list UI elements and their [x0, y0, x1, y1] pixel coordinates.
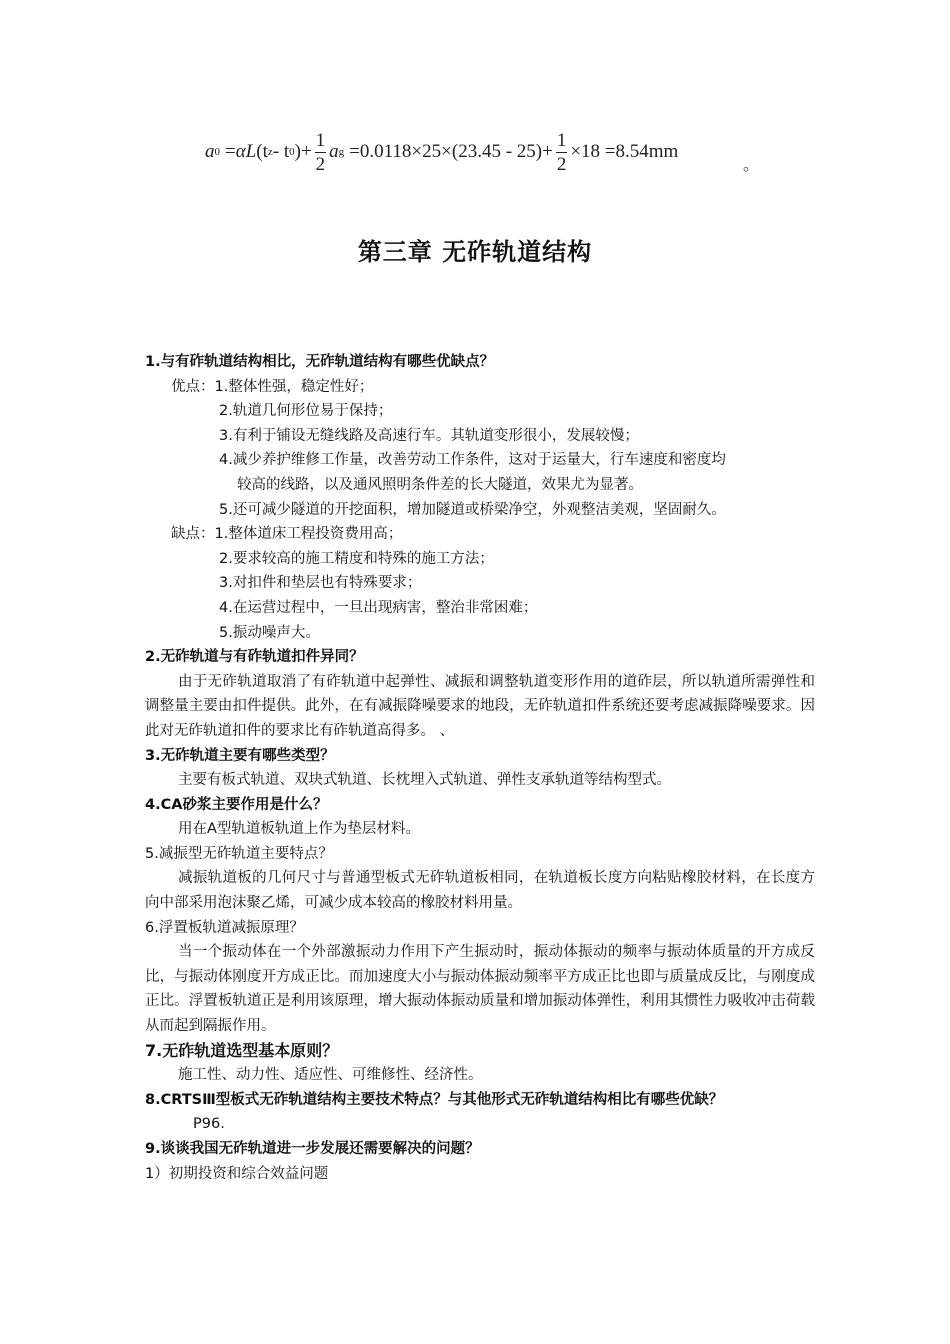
- answer-7: 施工性、动力性、适应性、可维修性、经济性。: [178, 1067, 483, 1084]
- fraction-numerator: 1: [556, 129, 567, 151]
- pros-item-continuation: 较高的线路，以及通风照明条件差的长大隧道，效果尤为显著。: [237, 476, 643, 493]
- answer-8: P96.: [193, 1116, 225, 1133]
- formula-close-plus: )+: [294, 141, 312, 162]
- cons-item: 5.振动噪声大。: [219, 624, 320, 641]
- cons-item: 2.要求较高的施工精度和特殊的施工方法；: [219, 550, 494, 567]
- cons-item: 1.整体道床工程投资费用高；: [214, 526, 403, 543]
- answer-5: 减振轨道板的几何尺寸与普通型板式无砟轨道板相同，在轨道板长度方向粘贴橡胶材料，在长度方向中部采用泡沫聚乙烯，可减少成本较高的橡胶材料用量。: [145, 870, 815, 912]
- question-7: 7.无砟轨道选型基本原则？: [145, 1040, 339, 1060]
- question-8: 8.CRTSⅢ型板式无砟轨道结构主要技术特点？与其他形式无砟轨道结构相比有哪些优缺？: [145, 1091, 724, 1108]
- chapter-content: [145, 350, 815, 1186]
- formula-t-open: (t: [256, 141, 268, 162]
- formula-fraction-1: [315, 131, 327, 174]
- cons-label: 缺点：: [171, 526, 215, 543]
- answer-2: 由于无砟轨道取消了有砟轨道中起弹性、减振和调整轨道变形作用的道砟层，所以轨道所需弹性和调整量主要由扣件提供。此外，在有减振降噪要求的地段，无砟轨道扣件系统还要考虑减振降噪要求。因此对无砟轨道扣件的要求比有砟轨道高得多。 、: [145, 673, 815, 739]
- formula-lhs: a: [205, 141, 215, 162]
- question-9: 9.谈谈我国无砟轨道进一步发展还需要解决的问题？: [145, 1141, 480, 1157]
- cons-item: 3.对扣件和垫层也有特殊要求；: [219, 575, 422, 592]
- fraction-numerator: 1: [315, 129, 326, 151]
- formula-rhs-end: ×18 =8.54mm: [570, 141, 679, 162]
- pros-item: 3.有利于铺设无缝线路及高速行车。其轨道变形很小，发展较慢；: [219, 427, 639, 444]
- formula-fraction-2: [556, 131, 568, 174]
- formula-ag-sub: g: [338, 146, 345, 158]
- pros-item: 5.还可减少隧道的开挖面积，增加隧道或桥梁净空，外观整洁美观，坚固耐久。: [219, 501, 726, 518]
- pros-item: 4.减少养护维修工作量，改善劳动工作条件，这对于运量大，行车速度和密度均: [219, 452, 726, 469]
- formula-minus-t: - t: [272, 141, 290, 162]
- question-2: 2.无砟轨道与有砟轨道扣件异同？: [145, 649, 364, 666]
- question-6: 6.浮置板轨道减振原理？: [145, 919, 304, 936]
- question-4: 4.CA砂浆主要作用是什么？: [145, 796, 328, 813]
- question-3: 3.无砟轨道主要有哪些类型？: [145, 747, 335, 764]
- formula-equals: =: [225, 141, 236, 162]
- formula-tz-sub: z: [267, 146, 273, 158]
- formula-alpha-l: αL: [235, 141, 257, 162]
- cons-item: 4.在运营过程中，一旦出现病害，整治非常困难；: [219, 599, 538, 616]
- formula-lhs-sub: 0: [214, 146, 220, 158]
- answer-4: 用在A型轨道板轨道上作为垫层材料。: [178, 821, 420, 838]
- fraction-denominator: 2: [315, 153, 326, 175]
- question-1: 1.与有砟轨道结构相比，无砟轨道结构有哪些优缺点？: [145, 354, 495, 370]
- pros-item: 2.轨道几何形位易于保持；: [219, 403, 393, 420]
- formula: [205, 122, 678, 182]
- formula-trailing-mark: 。: [743, 155, 760, 174]
- question-5: 5.减振型无砟轨道主要特点？: [145, 845, 333, 862]
- chapter-title: 第三章 无砟轨道结构: [357, 238, 593, 266]
- cons-row-1: [145, 522, 815, 547]
- formula-t0-sub: 0: [289, 146, 295, 158]
- answer-6: 当一个振动体在一个外部激振动力作用下产生振动时，振动体振动的频率与振动体质量的开方成反比，与振动体刚度开方成正比。而加速度大小与振动体振动频率平方成正比也即与质量成反比，与刚度成正比。浮置板轨道正是利用该原理，增大振动体振动质量和增加振动体弹性，利用其惯性力吸收冲击荷载从而起到隔振作用。: [145, 944, 815, 1035]
- formula-a-g: a: [329, 141, 339, 162]
- answer-9-item-1: 1）初期投资和综合效益问题: [145, 1165, 329, 1182]
- formula-rhs: =0.0118×25×(23.45 - 25)+: [349, 141, 553, 162]
- fraction-denominator: 2: [556, 153, 567, 175]
- answer-3: 主要有板式轨道、双块式轨道、长枕埋入式轨道、弹性支承轨道等结构型式。: [178, 772, 671, 789]
- pros-label: 优点：: [171, 378, 215, 395]
- pros-item: 1.整体性强，稳定性好；: [214, 378, 374, 395]
- pros-row-1: [145, 375, 815, 400]
